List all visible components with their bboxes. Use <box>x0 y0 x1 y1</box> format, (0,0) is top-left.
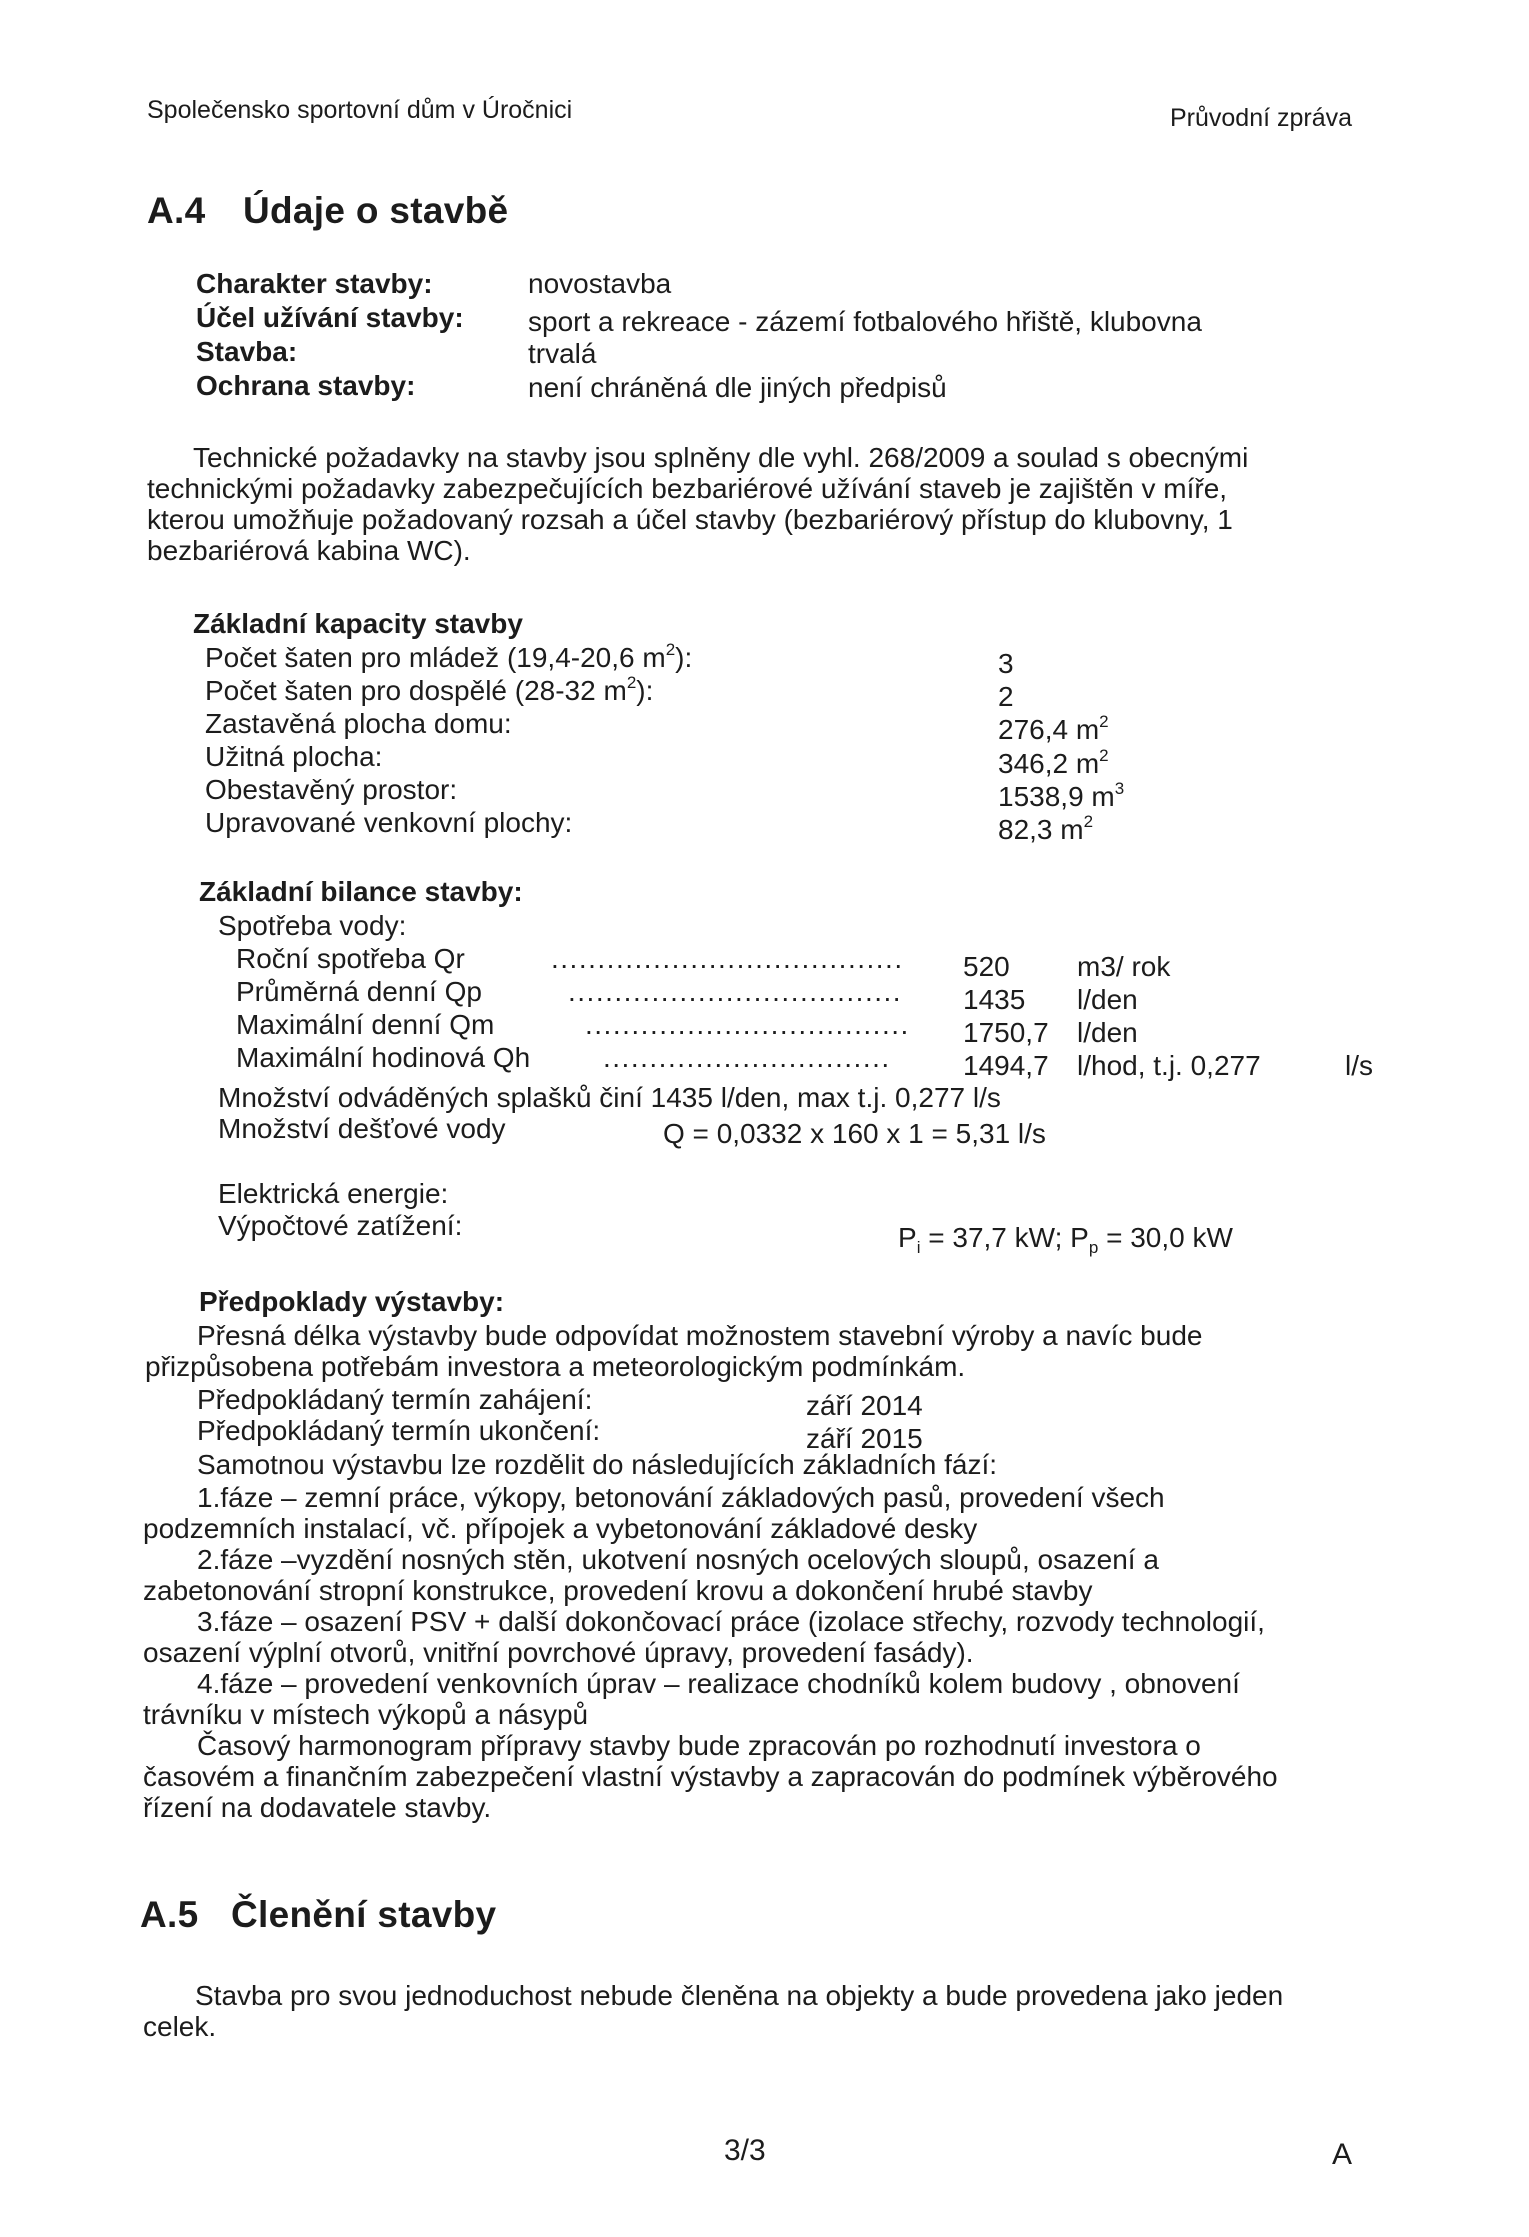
info-label: Stavba: <box>196 336 298 367</box>
sewage-line: Množství odváděných splašků činí 1435 l/den, max t.j. 0,277 l/s <box>218 1082 1001 1113</box>
footer-mark: A <box>1332 2138 1353 2171</box>
page-number: 3/3 <box>724 2134 766 2167</box>
phase-line: zabetonování stropní konstrukce, provedení krovu a dokončení hrubé stavby <box>143 1575 1093 1606</box>
technical-requirements-paragraph <box>147 442 1248 566</box>
rain-water-formula: Q = 0,0332 x 160 x 1 = 5,31 l/s <box>663 1118 1046 1149</box>
paragraph-line: Technické požadavky na stavby jsou splněny dle vyhl. 268/2009 a soulad s obecnými <box>193 442 1249 473</box>
info-label: Ochrana stavby: <box>196 370 416 401</box>
header-left: Společensko sportovní dům v Úročnici <box>147 96 573 124</box>
capacity-value: 276,4 $m^2$ <box>998 712 1109 745</box>
phase-line: 2.fáze –vyzdění nosných stěn, ukotvení nosných ocelových sloupů, osazení a <box>197 1544 1159 1575</box>
capacity-label: Zastavěná plocha domu: <box>205 708 512 739</box>
capacity-label: Počet šaten pro dospělé (28-32 $m^2$): <box>205 673 654 706</box>
water-consumption-label: Spotřeba vody: <box>218 910 407 941</box>
water-row-value: 1494,7 <box>963 1050 1049 1081</box>
water-row-unit: l/den <box>1077 984 1138 1015</box>
info-value: novostavba <box>528 268 672 299</box>
paragraph-line: Stavba pro svou jednoduchost nebude členěna na objekty a bude provedena jako jeden <box>195 1980 1284 2011</box>
capacity-label: Obestavěný prostor: <box>205 774 458 805</box>
info-value: trvalá <box>528 338 597 369</box>
phase-line: trávníku v místech výkopů a násypů <box>143 1699 589 1730</box>
phases-intro: Samotnou výstavbu lze rozdělit do následujících základních fází: <box>197 1449 997 1480</box>
water-row-dots: ................................... <box>585 1009 910 1040</box>
info-label: Charakter stavby: <box>196 268 433 299</box>
water-row-label: Maximální denní Qm <box>236 1009 495 1040</box>
section-a4-title: Údaje o stavbě <box>243 190 509 231</box>
schedule-line: řízení na dodavatele stavby. <box>143 1792 492 1823</box>
paragraph-line: technickými požadavky zabezpečujících bezbariérové užívání staveb je zajištěn v míře, <box>147 473 1228 504</box>
water-row-dots: ............................... <box>603 1042 891 1073</box>
water-row-label: Maximální hodinová Qh <box>236 1042 531 1073</box>
paragraph-line: přizpůsobena potřebám investora a meteorologickým podmínkám. <box>145 1351 966 1382</box>
water-row-value: 520 <box>963 951 1010 982</box>
paragraph-line: celek. <box>143 2011 217 2042</box>
end-date-label: Předpokládaný termín ukončení: <box>197 1415 601 1446</box>
capacity-value: 82,3 $m^2$ <box>998 812 1094 845</box>
capacity-value: 1538,9 $m^3$ <box>998 779 1125 812</box>
paragraph-line: Přesná délka výstavby bude odpovídat možnostem stavební výroby a navíc bude <box>197 1320 1203 1351</box>
electric-energy-label: Elektrická energie: <box>218 1178 449 1209</box>
section-a4-number: A.4 <box>147 190 206 231</box>
start-date-label: Předpokládaný termín zahájení: <box>197 1384 593 1415</box>
phase-line: podzemních instalací, vč. přípojek a vybetonování základové desky <box>143 1513 978 1544</box>
capacity-label: Počet šaten pro mládež (19,4-20,6 $m^2$): <box>205 640 693 673</box>
capacity-value: 3 <box>998 648 1014 679</box>
computed-load-label: Výpočtové zatížení: <box>218 1210 463 1241</box>
section-a5-number: A.5 <box>140 1894 199 1935</box>
schedule-line: časovém a finančním zabezpečení vlastní výstavby a zapracován do podmínek výběrového <box>143 1761 1278 1792</box>
info-value: není chráněná dle jiných předpisů <box>528 372 947 403</box>
info-value: sport a rekreace - zázemí fotbalového hřiště, klubovna <box>528 306 1202 337</box>
water-row-value: 1750,7 <box>963 1017 1049 1048</box>
info-label: Účel užívání stavby: <box>196 302 464 333</box>
water-row-unit: l/hod, t.j. 0,277 <box>1077 1050 1261 1081</box>
section-a5-text <box>143 1980 1283 2042</box>
balance-title: Základní bilance stavby: <box>199 876 523 907</box>
header-right: Průvodní zpráva <box>1170 104 1353 132</box>
capacity-label: Užitná plocha: <box>205 741 383 772</box>
water-row-dots: ...................................... <box>551 943 904 974</box>
computed-load-value: $P_i = 37,7$ kW; $P_p = 30,0$ kW <box>898 1222 1233 1257</box>
paragraph-line: kterou umožňuje požadovaný rozsah a účel stavby (bezbariérový přístup do klubovny, 1 <box>147 504 1233 535</box>
phases-list <box>143 1482 1278 1823</box>
water-row-extra-unit: l/s <box>1345 1050 1373 1081</box>
assumptions-title: Předpoklady výstavby: <box>199 1286 505 1317</box>
start-date-value: září 2014 <box>806 1390 923 1421</box>
water-row-unit: m3/ rok <box>1077 951 1171 982</box>
water-row-unit: l/den <box>1077 1017 1138 1048</box>
capacity-value: 346,2 $m^2$ <box>998 746 1109 779</box>
phase-line: 4.fáze – provedení venkovních úprav – realizace chodníků kolem budovy , obnovení <box>197 1668 1240 1699</box>
paragraph-line: bezbariérová kabina WC). <box>147 535 471 566</box>
capacity-label: Upravované venkovní plochy: <box>205 807 573 838</box>
water-row-value: 1435 <box>963 984 1026 1015</box>
capacities-title: Základní kapacity stavby <box>193 608 523 639</box>
schedule-line: Časový harmonogram přípravy stavby bude zpracován po rozhodnutí investora o <box>197 1730 1201 1761</box>
capacity-value: 2 <box>998 681 1014 712</box>
section-a5-title: Členění stavby <box>231 1894 497 1935</box>
assumptions-intro <box>145 1320 1202 1382</box>
phase-line: osazení výplní otvorů, vnitřní povrchové úpravy, provedení fasády). <box>143 1637 974 1668</box>
phase-line: 3.fáze – osazení PSV + další dokončovací práce (izolace střechy, rozvody technologií, <box>197 1606 1265 1637</box>
water-row-label: Roční spotřeba Qr <box>236 943 465 974</box>
water-row-label: Průměrná denní Qp <box>236 976 482 1007</box>
end-date-value: září 2015 <box>806 1423 923 1454</box>
water-row-dots: .................................... <box>568 976 903 1007</box>
rain-water-label: Množství dešťové vody <box>218 1113 506 1144</box>
phase-line: 1.fáze – zemní práce, výkopy, betonování základových pasů, provedení všech <box>197 1482 1165 1513</box>
